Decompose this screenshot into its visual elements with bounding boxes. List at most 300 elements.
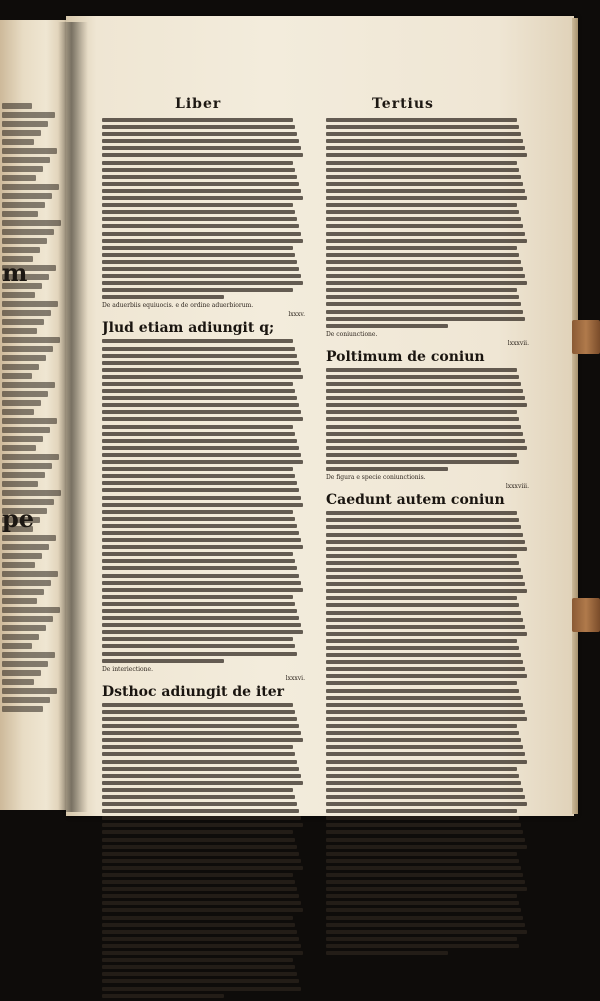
text-line	[102, 637, 293, 641]
text-line	[102, 267, 299, 271]
text-line	[326, 944, 519, 948]
text-line	[102, 823, 303, 827]
text-line	[102, 496, 301, 500]
text-line	[326, 547, 527, 551]
text-line	[102, 816, 301, 820]
text-line	[102, 339, 293, 343]
text-line	[2, 445, 36, 451]
text-line	[102, 253, 295, 257]
text-line	[2, 157, 50, 163]
text-line	[102, 396, 297, 400]
running-head-left: Liber	[175, 96, 222, 112]
text-line	[102, 559, 295, 563]
text-line	[326, 146, 525, 150]
text-line	[102, 703, 293, 707]
text-line	[102, 189, 301, 193]
text-line	[102, 717, 297, 721]
text-line	[2, 463, 52, 469]
text-line	[2, 346, 53, 352]
text-block	[102, 118, 305, 299]
text-line	[326, 703, 523, 707]
text-line	[326, 467, 448, 471]
text-line	[102, 488, 299, 492]
text-line	[102, 838, 295, 842]
text-line	[102, 217, 297, 221]
text-line	[102, 866, 303, 870]
text-line	[326, 511, 517, 515]
text-line	[326, 710, 525, 714]
text-line	[326, 554, 517, 558]
text-line	[326, 417, 519, 421]
text-line	[102, 132, 297, 136]
text-line	[2, 427, 50, 433]
text-line	[2, 697, 50, 703]
text-line	[326, 232, 525, 236]
text-line	[326, 568, 521, 572]
section-number: lxxxvi.	[285, 674, 305, 682]
text-line	[102, 460, 303, 464]
text-line	[102, 538, 301, 542]
text-line	[102, 609, 297, 613]
text-line	[102, 347, 295, 351]
text-line	[102, 389, 295, 393]
text-line	[2, 121, 48, 127]
text-line	[326, 689, 519, 693]
text-line	[326, 774, 519, 778]
text-block	[102, 703, 305, 998]
text-line	[326, 118, 517, 122]
text-line	[2, 184, 59, 190]
running-head-right: Tertius	[372, 96, 434, 112]
text-line	[326, 781, 521, 785]
text-line	[102, 510, 293, 514]
text-line	[2, 139, 34, 145]
text-line	[2, 112, 55, 118]
text-line	[326, 866, 521, 870]
text-line	[326, 894, 517, 898]
text-line	[2, 670, 41, 676]
text-line	[326, 625, 525, 629]
text-line	[2, 535, 56, 541]
text-line	[326, 368, 517, 372]
text-line	[102, 425, 293, 429]
text-line	[326, 288, 517, 292]
text-line	[326, 132, 521, 136]
text-line	[326, 518, 519, 522]
text-line	[326, 189, 525, 193]
text-line	[326, 302, 521, 306]
text-line	[102, 752, 295, 756]
text-line	[102, 937, 299, 941]
text-line	[2, 661, 48, 667]
text-line	[102, 802, 297, 806]
text-line	[326, 823, 521, 827]
text-line	[2, 373, 32, 379]
text-line	[102, 361, 299, 365]
text-block	[102, 339, 305, 662]
text-line	[102, 453, 301, 457]
text-line	[2, 193, 52, 199]
text-line	[326, 930, 527, 934]
text-line	[102, 767, 299, 771]
text-line	[102, 574, 299, 578]
text-line	[102, 417, 303, 421]
text-line	[2, 553, 42, 559]
text-line	[326, 182, 523, 186]
text-line	[326, 324, 448, 328]
text-line	[102, 623, 301, 627]
text-line	[102, 644, 295, 648]
text-line	[102, 354, 297, 358]
text-line	[326, 752, 525, 756]
text-line	[2, 166, 43, 172]
text-line	[2, 355, 46, 361]
text-line	[326, 717, 527, 721]
text-line	[102, 908, 303, 912]
text-line	[102, 972, 297, 976]
section-caption: De figura e specie coniunctionis.	[326, 474, 426, 482]
section-title: Dsthoc adiungit de iter	[102, 683, 285, 700]
section-title: Poltimum de coniun	[326, 348, 485, 365]
text-line	[326, 161, 517, 165]
text-line	[102, 503, 303, 507]
text-line	[102, 260, 297, 264]
text-line	[326, 432, 523, 436]
text-line	[326, 317, 525, 321]
text-line	[326, 873, 523, 877]
text-line	[2, 247, 40, 253]
text-block	[326, 511, 529, 955]
text-line	[102, 118, 293, 122]
text-line	[102, 368, 301, 372]
text-line	[326, 859, 519, 863]
text-line	[2, 436, 43, 442]
text-line	[326, 396, 525, 400]
text-line	[326, 632, 527, 636]
left-page-text-lines	[2, 100, 62, 715]
text-line	[2, 328, 37, 334]
text-block	[326, 118, 529, 328]
text-line	[102, 958, 293, 962]
text-line	[102, 588, 303, 592]
text-line	[102, 210, 295, 214]
text-line	[2, 589, 44, 595]
text-line	[102, 517, 295, 521]
text-line	[326, 653, 521, 657]
text-line	[326, 880, 525, 884]
text-line	[102, 175, 297, 179]
text-line	[2, 562, 35, 568]
text-line	[2, 616, 53, 622]
text-line	[2, 310, 51, 316]
text-line	[102, 788, 293, 792]
text-line	[2, 688, 57, 694]
text-line	[102, 295, 224, 299]
leather-tab	[572, 320, 600, 354]
text-line	[2, 220, 61, 226]
text-line	[2, 301, 58, 307]
text-line	[2, 481, 38, 487]
left-page-initial: m	[2, 258, 28, 287]
text-line	[2, 409, 34, 415]
text-line	[102, 987, 301, 991]
text-line	[326, 937, 517, 941]
text-line	[102, 288, 293, 292]
text-line	[2, 400, 41, 406]
section-number: lxxxviii.	[505, 483, 529, 491]
text-line	[326, 175, 521, 179]
text-line	[326, 760, 527, 764]
text-line	[102, 161, 293, 165]
text-line	[2, 103, 32, 109]
text-line	[326, 153, 527, 157]
text-line	[102, 581, 301, 585]
binding-gutter-shadow	[58, 22, 88, 812]
text-line	[102, 845, 297, 849]
leather-tab	[572, 598, 600, 632]
text-line	[102, 382, 293, 386]
text-line	[326, 951, 448, 955]
text-line	[102, 809, 299, 813]
text-line	[326, 852, 517, 856]
text-line	[326, 767, 517, 771]
text-line	[326, 603, 519, 607]
text-line	[102, 375, 303, 379]
text-line	[326, 738, 521, 742]
text-line	[326, 582, 525, 586]
text-line	[326, 681, 517, 685]
text-line	[102, 125, 295, 129]
section-caption: De aduerbiis equiuocis. e de ordine aduerbiorum.	[102, 302, 254, 310]
text-line	[326, 596, 517, 600]
text-line	[326, 525, 521, 529]
text-line	[2, 211, 38, 217]
text-line	[102, 168, 295, 172]
text-line	[326, 203, 517, 207]
text-line	[102, 474, 295, 478]
text-line	[326, 260, 521, 264]
text-line	[326, 731, 519, 735]
text-line	[326, 246, 517, 250]
text-line	[2, 238, 47, 244]
text-line	[326, 816, 519, 820]
text-line	[326, 916, 523, 920]
text-line	[2, 319, 44, 325]
text-line	[326, 196, 527, 200]
text-line	[326, 908, 521, 912]
text-line	[2, 598, 37, 604]
text-line	[326, 923, 525, 927]
text-line	[326, 674, 527, 678]
text-line	[2, 175, 36, 181]
text-line	[326, 838, 525, 842]
text-line	[102, 873, 293, 877]
text-column-left	[102, 118, 305, 1001]
text-line	[102, 979, 299, 983]
text-line	[102, 595, 293, 599]
text-line	[326, 830, 523, 834]
text-line	[102, 246, 293, 250]
text-line	[102, 901, 301, 905]
text-line	[326, 439, 525, 443]
text-line	[326, 540, 525, 544]
left-page-initial: pe	[2, 504, 35, 533]
text-line	[102, 239, 303, 243]
text-line	[102, 602, 295, 606]
text-line	[326, 575, 523, 579]
text-line	[326, 646, 519, 650]
text-line	[326, 724, 517, 728]
text-line	[2, 634, 39, 640]
text-line	[102, 552, 293, 556]
text-line	[326, 460, 519, 464]
text-line	[2, 418, 57, 424]
text-line	[2, 364, 39, 370]
text-line	[2, 652, 55, 658]
text-line	[102, 630, 303, 634]
text-line	[326, 887, 527, 891]
text-line	[102, 994, 224, 998]
section-caption: De interiectione.	[102, 665, 153, 673]
text-line	[326, 533, 523, 537]
section-number: lxxxvii.	[507, 339, 529, 347]
text-line	[326, 382, 521, 386]
text-line	[102, 760, 297, 764]
text-line	[102, 281, 303, 285]
text-line	[326, 845, 527, 849]
section-title: Caedunt autem coniun	[326, 492, 505, 509]
text-line	[326, 611, 521, 615]
text-line	[326, 253, 519, 257]
text-line	[2, 544, 49, 550]
text-line	[326, 403, 527, 407]
text-line	[102, 446, 299, 450]
text-line	[102, 203, 293, 207]
text-line	[102, 524, 297, 528]
text-line	[102, 274, 301, 278]
text-line	[326, 561, 519, 565]
text-line	[102, 566, 297, 570]
text-line	[2, 382, 55, 388]
text-line	[326, 267, 523, 271]
text-line	[326, 453, 517, 457]
text-line	[102, 232, 301, 236]
text-line	[102, 887, 297, 891]
text-line	[102, 880, 295, 884]
text-line	[102, 930, 297, 934]
text-line	[326, 217, 521, 221]
text-line	[102, 146, 301, 150]
text-line	[2, 148, 57, 154]
text-line	[102, 439, 297, 443]
text-line	[102, 781, 303, 785]
text-line	[102, 545, 303, 549]
text-line	[2, 130, 41, 136]
left-page-fragment	[0, 20, 66, 810]
text-line	[102, 153, 303, 157]
text-line	[102, 731, 301, 735]
text-line	[2, 607, 60, 613]
text-line	[102, 859, 301, 863]
text-line	[2, 679, 34, 685]
text-line	[326, 375, 519, 379]
page-edge	[572, 18, 578, 814]
text-line	[2, 229, 54, 235]
text-line	[102, 710, 295, 714]
text-line	[326, 802, 527, 806]
text-line	[326, 788, 523, 792]
text-line	[102, 923, 295, 927]
text-line	[102, 724, 299, 728]
text-line	[326, 696, 521, 700]
text-line	[102, 481, 297, 485]
text-line	[102, 139, 299, 143]
text-line	[102, 916, 293, 920]
text-line	[326, 795, 525, 799]
text-line	[102, 616, 299, 620]
text-line	[102, 432, 295, 436]
text-line	[326, 295, 519, 299]
text-line	[326, 809, 517, 813]
text-line	[102, 196, 303, 200]
text-line	[2, 292, 35, 298]
text-line	[102, 403, 299, 407]
text-line	[102, 531, 299, 535]
text-block	[326, 368, 529, 471]
text-line	[102, 944, 301, 948]
text-line	[326, 168, 519, 172]
text-line	[326, 410, 517, 414]
text-line	[102, 894, 299, 898]
text-line	[326, 281, 527, 285]
text-line	[326, 660, 523, 664]
text-line	[326, 224, 523, 228]
text-line	[326, 667, 525, 671]
text-line	[326, 274, 525, 278]
section-number: lxxxv.	[288, 311, 305, 319]
text-line	[326, 239, 527, 243]
text-line	[2, 625, 46, 631]
section-title: Jlud etiam adiungit q;	[102, 320, 275, 337]
text-line	[326, 125, 519, 129]
text-line	[326, 901, 519, 905]
text-line	[326, 389, 523, 393]
text-line	[326, 210, 519, 214]
text-line	[102, 852, 299, 856]
text-line	[326, 745, 523, 749]
text-line	[102, 410, 301, 414]
text-line	[102, 224, 299, 228]
text-line	[102, 652, 297, 656]
section-caption: De coniunctione.	[326, 330, 378, 338]
text-line	[326, 618, 523, 622]
text-line	[2, 580, 51, 586]
text-line	[2, 706, 43, 712]
text-line	[2, 472, 45, 478]
text-line	[102, 745, 293, 749]
text-line	[102, 951, 303, 955]
text-line	[2, 391, 48, 397]
text-line	[102, 182, 299, 186]
text-line	[2, 490, 61, 496]
text-line	[2, 337, 60, 343]
text-column-right	[326, 118, 529, 958]
text-line	[2, 643, 32, 649]
text-line	[102, 738, 303, 742]
text-line	[326, 425, 521, 429]
text-line	[102, 659, 224, 663]
text-line	[2, 202, 45, 208]
